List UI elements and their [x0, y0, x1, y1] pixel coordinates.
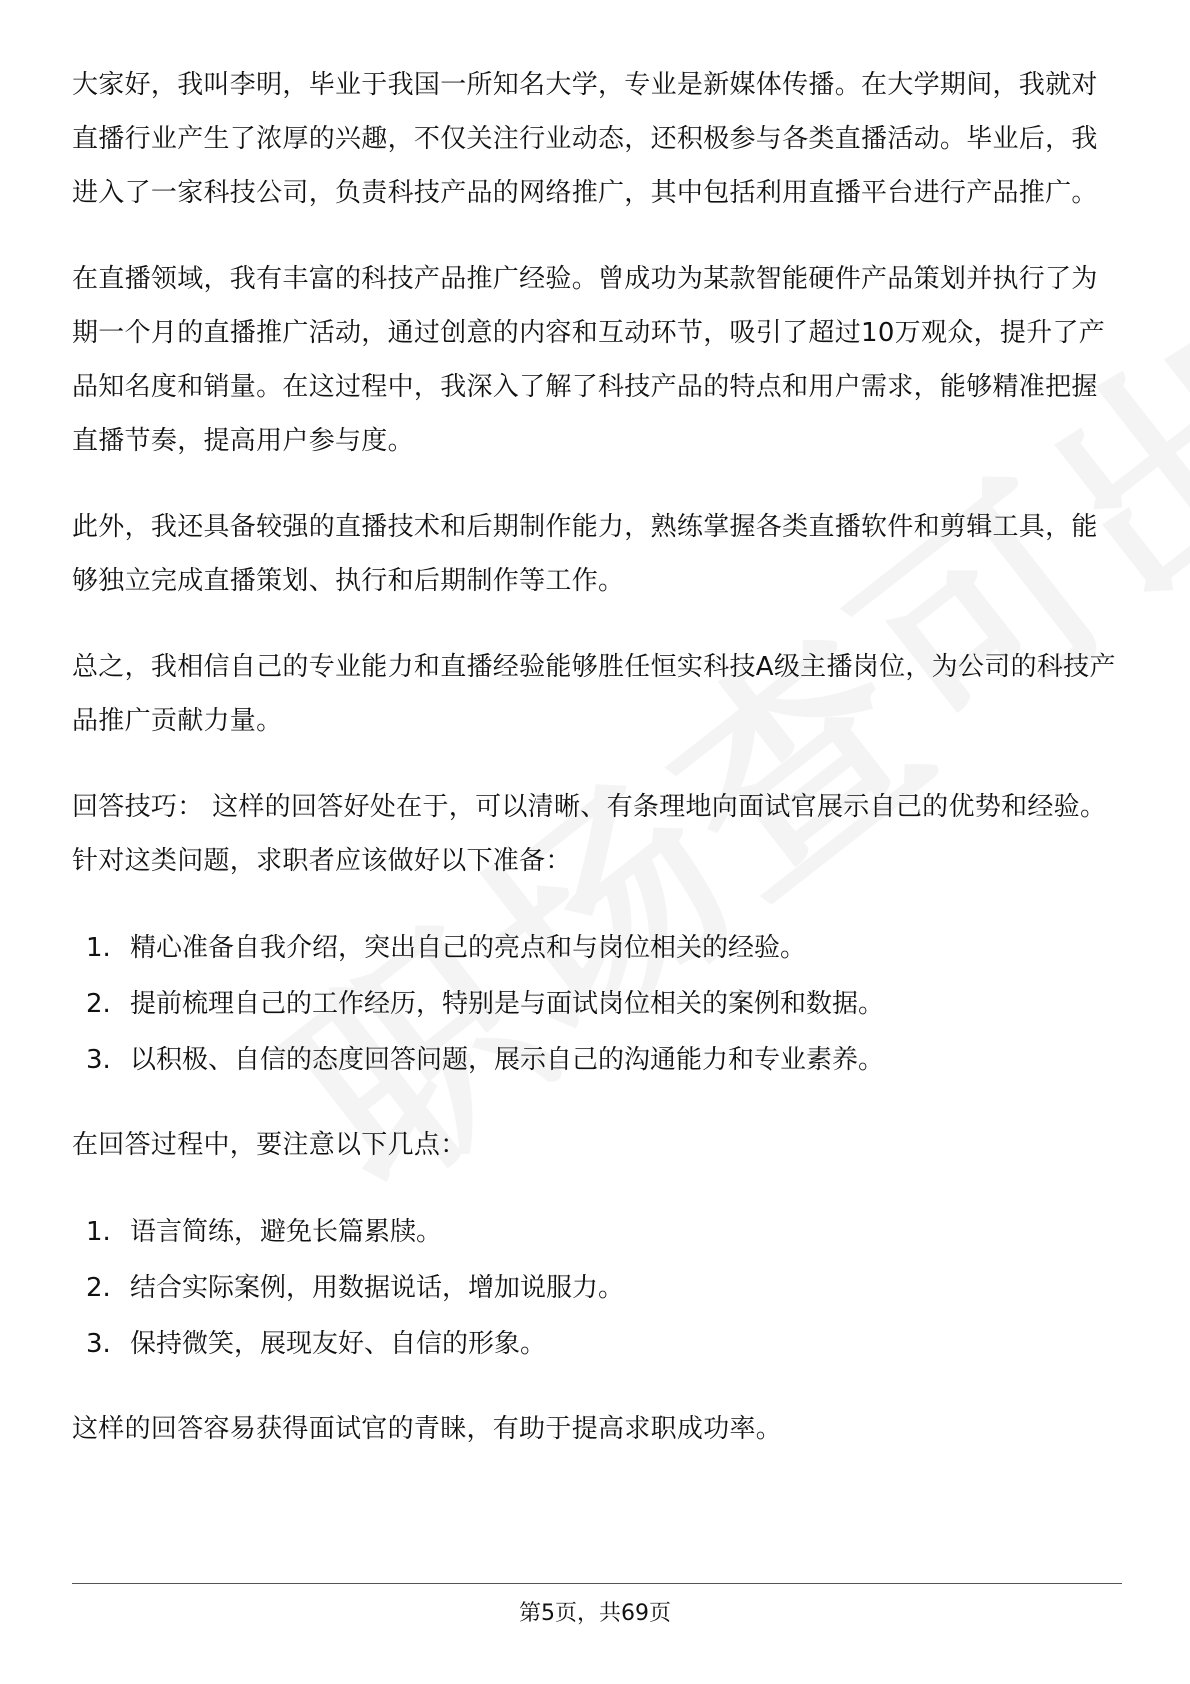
- page-number: 第5页，共69页: [519, 1601, 671, 1626]
- list-number: 2.: [86, 989, 111, 1019]
- list-text: 结合实际案例，用数据说话，增加说服力。: [130, 1273, 625, 1303]
- paragraph-closing: 这样的回答容易获得面试官的青睐，有助于提高求职成功率。: [72, 1414, 783, 1444]
- paragraph-answer-tips: 回答技巧： 这样的回答好处在于，可以清晰、有条理地向面试官展示自己的优势和经验。针对这类问题，求职者应该做好以下准备：: [72, 792, 1107, 876]
- list-item: [72, 1032, 1122, 1088]
- prepare-list: [72, 920, 1122, 1088]
- list-item: [72, 1204, 1122, 1260]
- footer-divider: [72, 1583, 1122, 1584]
- list-text: 以积极、自信的态度回答问题，展示自己的沟通能力和专业素养。: [130, 1045, 885, 1075]
- list-number: 1.: [86, 1217, 111, 1247]
- list-item: [72, 1260, 1122, 1316]
- paragraph-self-intro: 大家好，我叫李明，毕业于我国一所知名大学，专业是新媒体传播。在大学期间，我就对直播行业产生了浓厚的兴趣，不仅关注行业动态，还积极参与各类直播活动。毕业后，我进入了一家科技公司，负责科技产品的网络推广，其中包括利用直播平台进行产品推广。: [72, 70, 1098, 208]
- list-item: [72, 976, 1122, 1032]
- page-content: [72, 58, 1122, 1488]
- list-text: 精心准备自我介绍，突出自己的亮点和与岗位相关的经验。: [130, 933, 807, 963]
- paragraph-summary: 总之，我相信自己的专业能力和直播经验能够胜任恒实科技A级主播岗位，为公司的科技产品推广贡献力量。: [72, 652, 1116, 736]
- paragraph-notes-heading: 在回答过程中，要注意以下几点：: [72, 1130, 467, 1160]
- list-item: [72, 1316, 1122, 1372]
- list-item: [72, 920, 1122, 976]
- paragraph-experience: 在直播领域，我有丰富的科技产品推广经验。曾成功为某款智能硬件产品策划并执行了为期一个月的直播推广活动，通过创意的内容和互动环节，吸引了超过10万观众，提升了产品知名度和销量。在这过程中，我深入了解了科技产品的特点和用户需求，能够精准把握直播节奏，提高用户参与度。: [72, 264, 1106, 456]
- list-number: 3.: [86, 1329, 111, 1359]
- list-number: 2.: [86, 1273, 111, 1303]
- list-text: 提前梳理自己的工作经历，特别是与面试岗位相关的案例和数据。: [130, 989, 885, 1019]
- list-number: 1.: [86, 933, 111, 963]
- list-number: 3.: [86, 1045, 111, 1075]
- notes-list: [72, 1204, 1122, 1372]
- paragraph-skills: 此外，我还具备较强的直播技术和后期制作能力，熟练掌握各类直播软件和剪辑工具，能够独立完成直播策划、执行和后期制作等工作。: [72, 512, 1098, 596]
- list-text: 语言简练，避免长篇累牍。: [130, 1217, 443, 1247]
- list-text: 保持微笑，展现友好、自信的形象。: [130, 1329, 547, 1359]
